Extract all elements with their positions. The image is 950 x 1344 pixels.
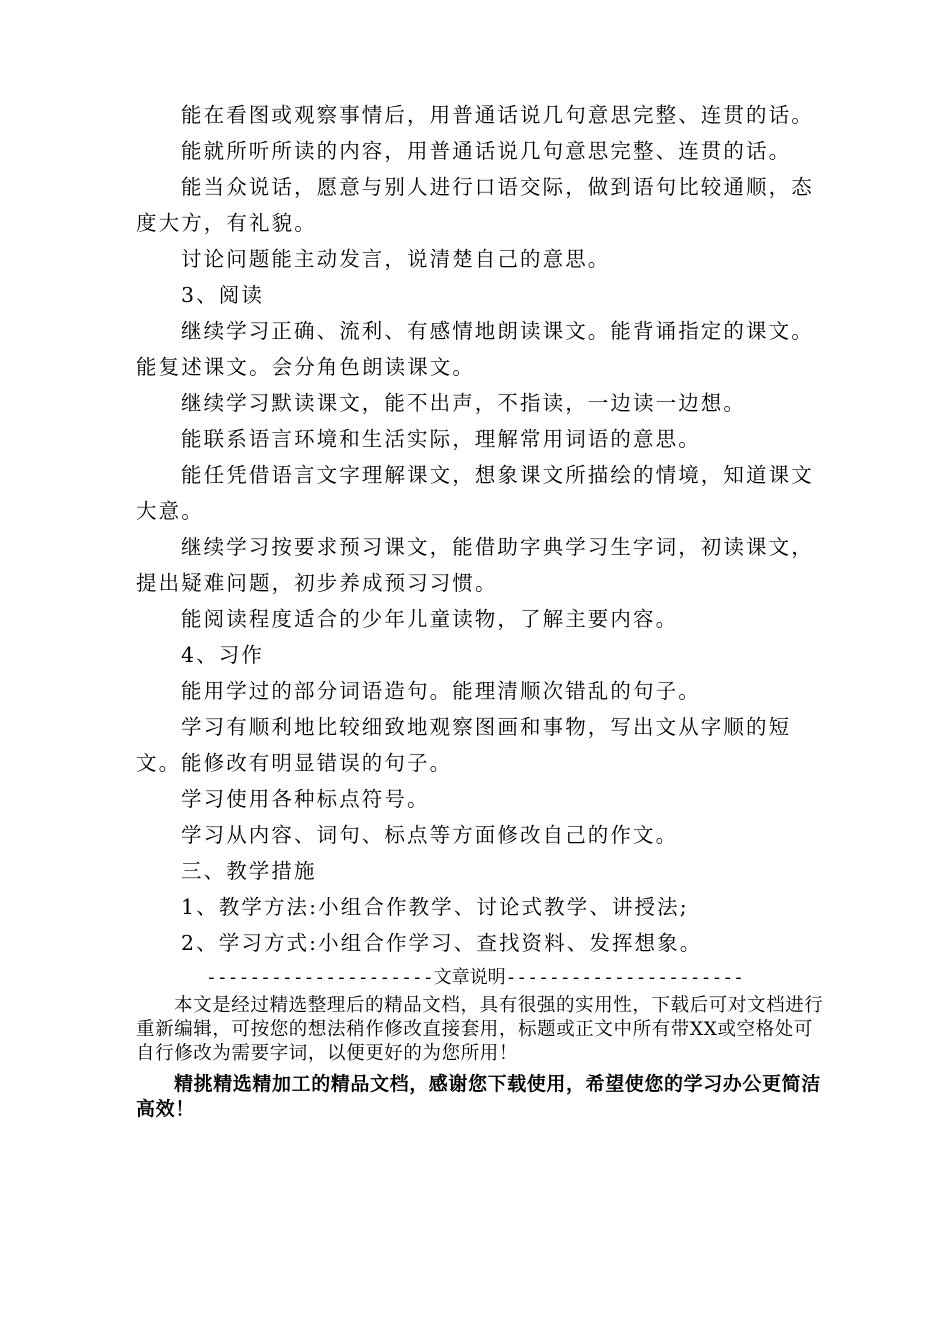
notice-paragraph: 本文是经过精选整理后的精品文档，具有很强的实用性，下载后可对文档进行重新编辑，可按您的想法稍作修改直接套用，标题或正文中所有带XX或空格处可自行修改为需要字词，以便更好的为您所用！ — [136, 995, 824, 1064]
paragraph-speaking-3: 能当众说话，愿意与别人进行口语交际，做到语句比较通顺，态度大方，有礼貌。 — [136, 175, 814, 235]
paragraph-reading-4: 能任凭借语言文字理解课文，想象课文所描绘的情境，知道课文大意。 — [136, 463, 814, 523]
paragraph-writing-2: 学习有顺利地比较细致地观察图画和事物，写出文从字顺的短文。 — [136, 715, 792, 775]
closing-paragraph: 精挑精选精加工的精品文档，感谢您下载使用，希望使您的学习办公更简洁高效！ — [136, 1073, 821, 1120]
paragraph-learning-method: 2、学习方式:小组合作学习、查找资料、发挥想象。 — [181, 931, 703, 955]
paragraph-reading-6: 能阅读程度适合的少年儿童读物，了解主要内容。 — [181, 607, 679, 631]
paragraph-writing-4: 学习使用各种标点符号。 — [181, 787, 430, 811]
paragraph-speaking-2: 能就所听所读的内容，用普通话说几句意思完整、连贯的话。 — [181, 139, 792, 163]
paragraph-writing-5: 学习从内容、词句、标点等方面修改自己的作文。 — [181, 823, 679, 847]
paragraph-teaching-method: 1、教学方法:小组合作教学、讨论式教学、讲授法; — [181, 895, 689, 919]
heading-reading: 3、阅读 — [181, 283, 264, 307]
paragraph-reading-1: 继续学习正确、流利、有感情地朗读课文。能背诵指定的课文。能复述课文。会分角色朗读课文。 — [136, 319, 814, 379]
paragraph-reading-5: 继续学习按要求预习课文，能借助字典学习生字词，初读课文，提出疑难问题，初步养成预习习惯。 — [136, 535, 814, 595]
paragraph-speaking-4: 讨论问题能主动发言，说清楚自己的意思。 — [181, 247, 611, 271]
paragraph-reading-3: 能联系语言环境和生活实际，理解常用词语的意思。 — [181, 427, 701, 451]
paragraph-writing-3: 能修改有明显错误的句子。 — [181, 751, 453, 775]
heading-writing: 4、习作 — [181, 643, 264, 667]
heading-teaching-measures: 三、教学措施 — [181, 859, 317, 883]
paragraph-reading-2: 继续学习默读课文，能不出声，不指读，一边读一边想。 — [181, 391, 746, 415]
paragraph-speaking-1: 能在看图或观察事情后，用普通话说几句意思完整、连贯的话。 — [181, 103, 814, 127]
article-notes-separator: ---------------------文章说明---------------------- — [206, 967, 744, 988]
paragraph-writing-1: 能用学过的部分词语造句。能理清顺次错乱的句子。 — [181, 679, 701, 703]
